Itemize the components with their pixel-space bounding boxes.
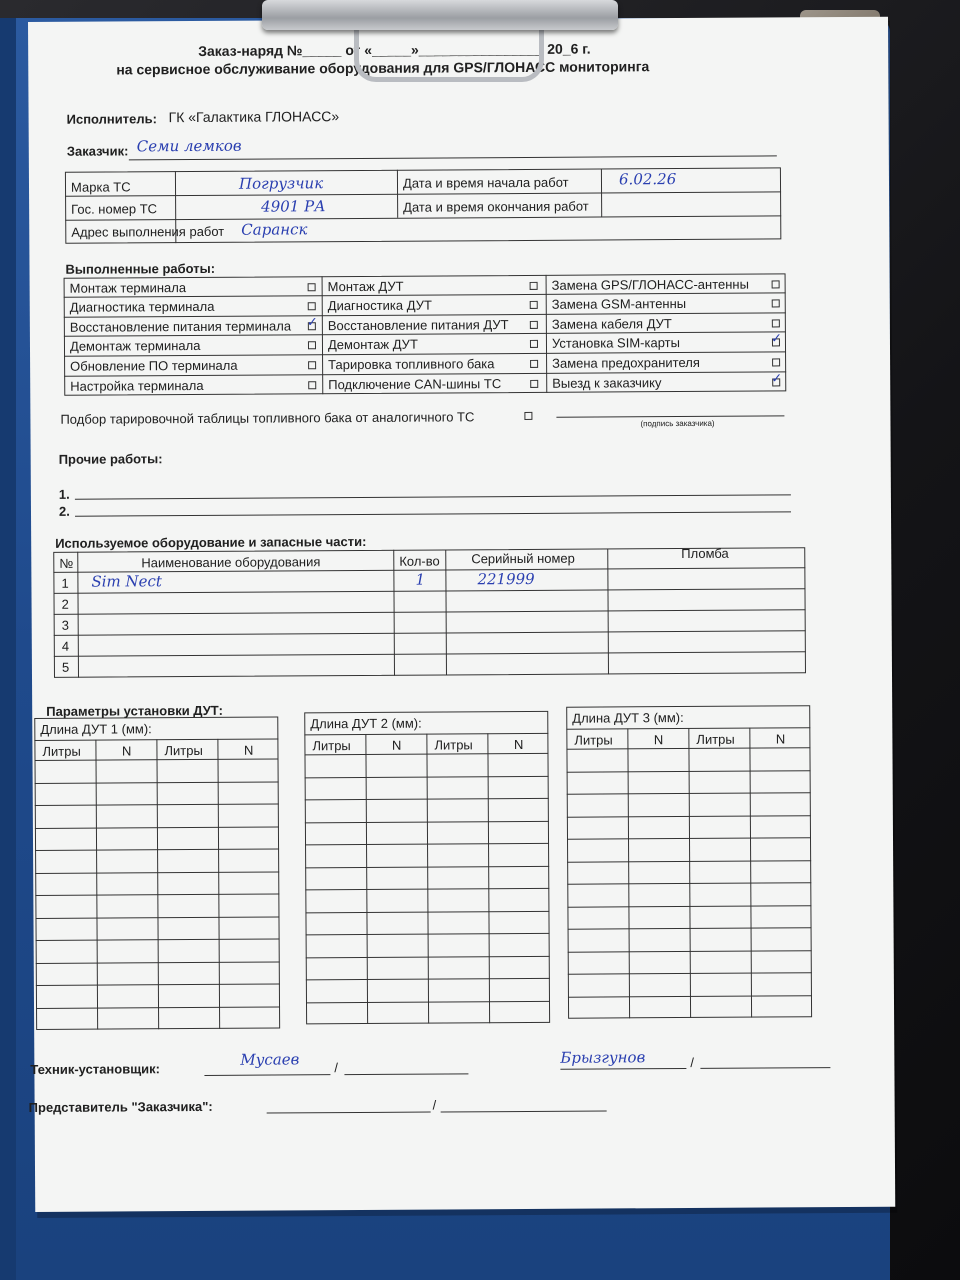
representative-sig-line-2 [441, 1110, 607, 1112]
title-line-2: на сервисное обслуживание оборудования для GPS/ГЛОНАСС мониторинга [116, 58, 650, 78]
equipment-header-qty: Кол-во [399, 553, 440, 569]
check-mark-icon: ✓ [771, 370, 783, 386]
clip-plate [262, 0, 618, 30]
technician-slash-2: / [690, 1054, 695, 1070]
dut-col-header: Литры [434, 737, 473, 753]
work-item-label: Монтаж ДУТ [327, 278, 404, 295]
works-heading: Выполненные работы: [65, 260, 216, 277]
equipment-header-name: Наименование оборудования [141, 554, 321, 571]
work-item-label: Восстановление питания терминала [69, 318, 292, 335]
equipment-header-num: № [59, 555, 74, 571]
technician-signature-1: Мусаев [240, 1050, 300, 1069]
technician-sig-line-1 [204, 1074, 330, 1076]
dut-col-header: N [391, 737, 402, 753]
representative-sig-line-1 [267, 1112, 431, 1114]
work-item-checkbox[interactable] [772, 280, 780, 288]
work-item-checkbox[interactable] [530, 321, 538, 329]
check-mark-icon: ✓ [306, 314, 318, 330]
dut-col-header: N [243, 742, 254, 758]
work-item-label: Выезд к заказчику [552, 375, 662, 391]
work-item-checkbox[interactable] [308, 341, 316, 349]
technician-slash-1: / [334, 1060, 339, 1076]
work-item-label: Установка SIM-карты [551, 335, 680, 351]
work-item-checkbox[interactable] [772, 319, 780, 327]
work-item-label: Настройка терминала [70, 377, 204, 394]
equipment-row-num: 2 [61, 596, 69, 612]
other-heading: Прочие работы: [58, 451, 163, 467]
title-line-1: Заказ-наряд №_____ от «_____»________________ 20_6 г. [198, 40, 591, 59]
equipment-row-num: 5 [61, 659, 70, 675]
dut-col-header: N [121, 743, 132, 759]
executor-value: ГК «Галактика ГЛОНАСС» [168, 108, 340, 126]
brand-label: Марка ТС [70, 179, 131, 195]
customer-line [129, 155, 777, 160]
work-item-label: Тарировка топливного бака [328, 356, 495, 373]
other-line-2 [75, 511, 791, 516]
work-item-label: Диагностика терминала [69, 298, 215, 315]
dut-col-header: Литры [574, 732, 613, 748]
equipment-row-num: 1 [61, 575, 69, 591]
dut-table-title: Длина ДУТ 2 (мм): [310, 715, 422, 732]
customer-label: Заказчик: [66, 143, 129, 159]
equipment-row-name: Sim Nect [91, 572, 162, 591]
other-item-1: 1. [58, 486, 70, 502]
technician-signature-2: Брызгунов [560, 1048, 646, 1067]
work-item-checkbox[interactable] [308, 361, 316, 369]
tariff-label: Подбор тарировочной таблицы топливного бака от аналогичного ТС [60, 409, 475, 427]
work-item-label: Замена предохранителя [552, 354, 700, 371]
start-label: Дата и время начала работ [402, 174, 569, 191]
equipment-row-num: 4 [61, 638, 70, 654]
clipboard-clip [262, 0, 618, 86]
dut-col-header: N [513, 736, 524, 753]
work-item-label: Подключение CAN-шины ТС [328, 376, 502, 393]
technician-sig-line-2 [344, 1073, 468, 1075]
work-item-label: Диагностика ДУТ [327, 297, 432, 314]
equipment-heading: Используемое оборудование и запасные части: [55, 533, 367, 551]
technician-sig-line-4 [700, 1067, 830, 1069]
start-value: 6.02.26 [618, 170, 677, 189]
work-item-checkbox[interactable] [308, 302, 316, 310]
dut-col-header: Литры [312, 738, 351, 754]
dut-col-header: Литры [164, 742, 203, 759]
equipment-header-serial: Серийный номер [471, 550, 575, 567]
work-item-label: Замена GPS/ГЛОНАСС-антенны [551, 276, 749, 293]
dut-table-title: Длина ДУТ 1 (мм): [40, 721, 152, 737]
equipment-row-qty: 1 [415, 570, 426, 589]
representative-label: Представитель "Заказчика": [28, 1098, 213, 1116]
dut-col-header: N [775, 731, 786, 747]
equipment-row-num: 3 [61, 617, 69, 633]
plate-label: Гос. номер ТС [71, 201, 158, 217]
work-item-checkbox[interactable] [530, 340, 538, 348]
dut-col-header: Литры [42, 743, 81, 759]
work-item-checkbox[interactable] [530, 380, 538, 388]
work-item-checkbox[interactable] [772, 299, 780, 307]
representative-slash: / [432, 1097, 437, 1113]
equipment-header-seal: Пломба [681, 545, 729, 562]
work-item-label: Демонтаж ДУТ [327, 336, 418, 353]
equipment-row-serial: 221999 [477, 569, 535, 589]
clipboard-edge [0, 18, 16, 1280]
other-line-1 [75, 494, 791, 499]
work-item-label: Замена кабеля ДУТ [551, 316, 672, 332]
dut-col-header: N [653, 732, 664, 748]
end-label: Дата и время окончания работ [403, 198, 589, 215]
work-item-label: Демонтаж терминала [69, 337, 201, 354]
work-order-sheet [28, 17, 895, 1212]
customer-signature-line [556, 415, 784, 417]
other-item-2: 2. [58, 503, 70, 519]
brand-value: Погрузчик [238, 174, 324, 193]
dut-table-title: Длина ДУТ 3 (мм): [572, 710, 684, 726]
work-item-checkbox[interactable] [772, 358, 780, 366]
technician-sig-line-3 [560, 1068, 686, 1070]
work-item-checkbox[interactable] [308, 283, 316, 291]
work-item-checkbox[interactable] [530, 301, 538, 309]
executor-label: Исполнитель: [66, 111, 157, 127]
technician-label: Техник-установщик: [30, 1061, 161, 1078]
tariff-checkbox[interactable] [524, 412, 532, 420]
dut-col-header: Литры [696, 731, 735, 747]
address-label: Адрес выполнения работ [71, 223, 225, 240]
work-item-label: Монтаж терминала [69, 280, 187, 296]
customer-handwritten: Семи лемков [136, 136, 242, 156]
work-item-label: Обновление ПО терминала [70, 357, 238, 374]
dut-heading: Параметры установки ДУТ: [46, 702, 223, 719]
work-item-label: Восстановление питания ДУТ [327, 317, 509, 334]
work-item-checkbox[interactable] [530, 360, 538, 368]
work-item-checkbox[interactable] [308, 381, 316, 389]
signature-caption: (подпись заказчика) [640, 418, 715, 429]
address-value: Саранск [241, 220, 308, 239]
plate-value: 4901 РА [261, 197, 326, 216]
check-mark-icon: ✓ [770, 330, 782, 346]
work-item-label: Замена GSM-антенны [551, 295, 687, 312]
work-item-checkbox[interactable] [530, 282, 538, 290]
